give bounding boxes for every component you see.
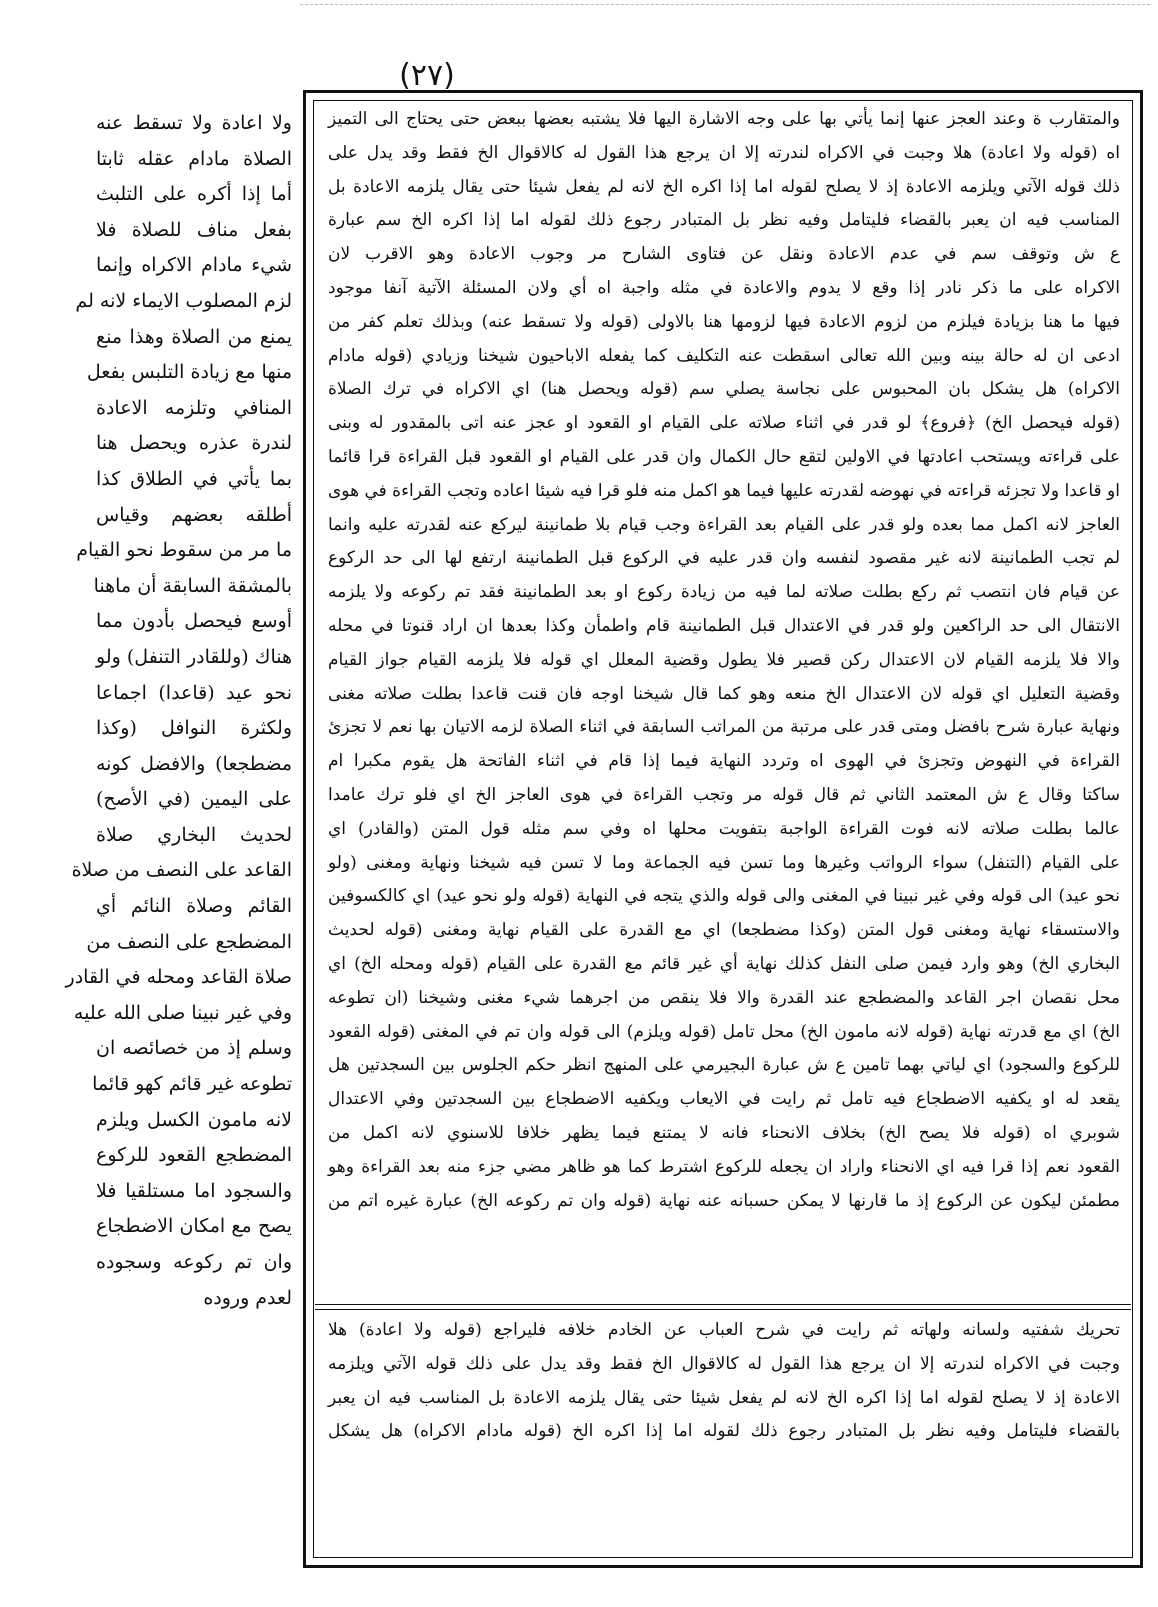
main-text-line: الخ) اي مع قدرته نهاية (قوله لانه مامون الخ) محل تامل (قوله ويلزم) الى قوله وان تم في المغنى (قوله القعود: [328, 1021, 1120, 1042]
side-text-line: لزم المصلوب الايماء لانه لم: [75, 289, 292, 312]
side-text-line: هناك (وللقادر التنفل) ولو: [96, 645, 292, 668]
main-text-line: الانتقال الى حد الراكعين ولو قدر في الاعتدال قبل الطمانينة قام واطمأن وكذا بعدها ان اراد قنوتا في محله: [328, 615, 1120, 636]
main-text-line: لم تجب الطمانينة لانه غير مقصود لنفسه وان قدر عليه في الركوع قبل الطمانينة ارتفع لها الى حد الركوع: [328, 548, 1120, 569]
side-text-line: ولكثرة النوافل (وكذا: [96, 717, 292, 740]
side-text-line: لعدم وروده: [203, 1286, 292, 1309]
top-edge-rule: [300, 4, 1150, 5]
main-text-line: القراءة في النهوض وتجزئ في الهوى اه وتردد النهاية فيما إذا قام في اثناء الفاتحة هل يقوم مكبرا ام: [328, 751, 1120, 772]
main-text-line: البخاري الخ) وهو وارد فيمن صلى النفل كذلك نهاية أي غير قائم مع القدرة على القيام (قوله ومحله الخ) اي: [328, 953, 1120, 974]
side-text-line: تطوعه غير قائم كهو قائما: [92, 1073, 292, 1096]
footnote-line: بالقضاء فليتامل وفيه نظر بل المتبادر رجوع ذلك لقوله اما إذا اكره الخ (قوله مادام الاكراه) هل يشكل: [328, 1421, 1120, 1442]
main-text-line: نحو عيد) الى قوله وفي غير نبينا في المغنى والى قوله والذي يتجه في النهاية (قوله ولو نحو عيد) اي كالكسوفين: [328, 886, 1120, 907]
main-text-line: للركوع والسجود) اي لياتي بهما تامين ع ش عبارة البجيرمي على المنهج انظر حكم الجلوس بين السجدتين هل: [328, 1055, 1120, 1076]
side-text-line: وفي غير نبينا صلى الله عليه: [73, 1001, 292, 1024]
main-text-line: ادعى ان له حالة بينه وبين الله تعالى اسقطت عنه التكليف كما يفعله الاباحيون شيخنا وزيادي (قوله مادام: [328, 345, 1120, 366]
side-text-line: لانه مامون الكسل ويلزم: [96, 1108, 292, 1131]
side-text-line: المنافي وتلزمه الاعادة: [96, 396, 292, 419]
main-text-line: (قوله فيحصل الخ) ﴿فروع﴾ لو قدر في اثناء صلاته على القيام او القعود او عجز عنه اتى بالمقدور له وبنى: [328, 413, 1120, 434]
main-commentary-text: [328, 103, 1120, 1303]
footnote-line: وجبت في الاكراه لندرته إلا ان يرجع هذا القول له كالاقوال الخ فقط وقد يدل على ذلك قوله الآتي ويلزمه: [328, 1353, 1120, 1374]
side-text-line: الصلاة مادام عقله ثابتا: [96, 147, 292, 170]
footnote-line: تحريك شفتيه ولسانه ولهاته ثم رايت في شرح العباب عن الخادم خلافه فليراجع (قوله ولا اعادة) هلا: [328, 1320, 1120, 1340]
main-text-line: اه (قوله ولا اعادة) هلا وجبت في الاكراه لندرته إلا ان يرجع هذا القول له كالاقوال الخ فقط وقد يدل على: [328, 142, 1120, 163]
main-text-line: شوبري اه (قوله فلا يصح الخ) بخلاف الانحناء فانه لا يمتنع فيما يظهر خلافا للاسنوي لانه اكمل من: [328, 1122, 1120, 1143]
main-text-line: والمتقارب ة وعند العجز عنها إنما يأتي بها على وجه الاشارة اليها فلا يشتبه بعضها ببعض حتى يحتاج الى التميز: [328, 109, 1120, 129]
side-text-line: شيء مادام الاكراه وإنما: [96, 254, 292, 277]
main-text-line: ونهاية عبارة شرح بافضل ومتى قدر على مرتبة من المراتب السابقة في اثناء الصلاة لزمه الاتيان بها نعم لا تجزئ: [328, 717, 1120, 738]
side-text-line: نحو عيد (قاعدا) اجماعا: [96, 681, 292, 704]
side-text-line: ما مر من سقوط نحو القيام: [76, 539, 292, 562]
footnote-line: الاعادة إذ لا يصلح لقوله اما إذا اكره الخ لانه لم يفعل شيئا حتى يقال يلزمه الاعادة بل المناسب فيه ان يعبر: [328, 1387, 1120, 1408]
main-text-line: وقضية التعليل اي قوله لان الاعتدال الخ منعه وهو كما قال شيخنا اوجه فان قنت قاعدا بطلت صلاته مغنى: [328, 683, 1120, 704]
side-text-line: القاعد على النصف من صلاة: [71, 859, 292, 882]
main-text-line: على القيام (التنفل) سواء الرواتب وغيرها وما تسن فيه الجماعة وما لا تسن فيه شيخنا ونهاية ومغنى (ولو: [328, 852, 1120, 873]
side-text-line: بما يأتي في الطلاق كذا: [96, 467, 292, 490]
page-number: (٢٧): [399, 58, 455, 93]
main-text-line: عالما بطلت صلاته لانه فوت القراءة الواجبة بتفويت محلها اه وفي سم مثله قول المتن (والقادر) اي: [328, 818, 1120, 839]
side-text-line: لحديث البخاري صلاة: [96, 823, 292, 846]
side-text-line: القائم وصلاة النائم أي: [96, 895, 292, 918]
main-text-line: ساكتا وقال ع ش المعتمد الثاني ثم قال قوله مر وتجب القراءة في هوى العاجز الخ اي فلو ترك عامدا: [328, 784, 1120, 805]
side-text-line: والسجود اما مستلقيا فلا: [96, 1179, 292, 1202]
main-text-line: محل نقصان اجر القاعد والمضطجع عند القدرة والا فلا ينقص من اجرهما شيء مغنى وشيخنا (ان تطوعه: [328, 987, 1120, 1008]
main-text-line: المناسب فيه ان يعبر بالقضاء فليتامل وفيه نظر بل المتبادر رجوع ذلك لقوله اما إذا اكره الخ سم عبارة: [328, 210, 1120, 231]
side-text-line: لندرة عذره ويحصل هنا: [96, 432, 292, 455]
marginal-matn-text: [65, 106, 292, 1446]
side-text-line: وان تم ركوعه وسجوده: [96, 1251, 292, 1273]
side-text-line: وسلم إذ من خصائصه ان: [96, 1037, 292, 1060]
side-text-line: أما إذا أكره على التلبث: [96, 183, 292, 206]
main-text-line: القعود نعم إذا قرا فيه اي الانحناء واراد ان يجعله للركوع اشترط كما هو ظاهر مضي جزء منه بعد القراءة وهو: [328, 1156, 1120, 1177]
side-text-line: بفعل مناف للصلاة فلا: [96, 218, 292, 241]
main-text-line: ع ش وتوقف سم في عدم الاعادة ونقل عن فتاوى الشارح مر وجوب الاعادة وهو الاقرب لان: [328, 244, 1120, 265]
side-text-line: يمنع من الصلاة وهذا منع: [96, 325, 292, 348]
side-text-line: ولا اعادة ولا تسقط عنه: [96, 112, 292, 134]
side-text-line: مضطجعا) والافضل كونه: [96, 752, 292, 775]
main-text-line: او قاعدا ولا تجزئه قراءته في نهوضه لقدرته عليها فيما هو اكمل منه فلو قرا فيه شيئا اعاده وتجب القراءة في هوى: [328, 480, 1120, 501]
main-text-line: والاستسقاء نهاية ومغنى قول المتن (وكذا مضطجعا) اي مع القدرة على القيام نهاية ومغنى (قوله لحديث: [328, 920, 1120, 941]
main-text-line: الاكراه) هل يشكل بان المحبوس على نجاسة يصلي سم (قوله ويحصل هنا) اي الاكراه في ترك الصلاة: [328, 379, 1120, 400]
side-text-line: على اليمين (في الأصح): [96, 788, 292, 811]
main-text-line: والا فلا يلزمه القيام لان الاعتدال ركن قصير فلا يطول وقضية المعلل اي قوله فلا يلزمه القيام جواز القيام: [328, 649, 1120, 670]
main-text-line: الاكراه على ما ذكر نادر إذا وقع لا يدوم والاعادة في مثله واجبة اه أي ولان المسئلة الآتية آنفا موجود: [328, 277, 1120, 298]
side-text-line: المضطجع القعود للركوع: [96, 1144, 292, 1167]
side-text-line: منها مع زيادة التلبس بفعل: [86, 361, 292, 384]
footnote-divider-top: [315, 1304, 1131, 1305]
main-text-line: فيها ما هنا بزيادة فيلزم من لزوم الاعادة فيها لزومها هنا بالاولى (قوله ولا تسقط عنه) وبذلك تعلم كفر من: [328, 311, 1120, 332]
main-text-line: ذلك قوله الآتي ويلزمه الاعادة إذ لا يصلح لقوله اما إذا اكره الخ لانه لم يفعل شيئا حتى يقال يلزمه الاعادة بل: [328, 176, 1120, 197]
footnote-divider-bottom: [315, 1309, 1131, 1310]
main-text-line: مطمئن ليكون عن الركوع إذ ما قارنها لا يمكن حسبانه عنه نهاية (قوله وان تم ركوعه الخ) عبارة غيره اتم من: [328, 1190, 1120, 1211]
main-text-line: عن قيام فان انتصب ثم ركع بطلت صلاته لما فيه من زيادة ركوع او بعد الطمانينة فقد تم ركوعه ولا يلزمه: [328, 582, 1120, 603]
side-text-line: أوسع فيحصل بأدون مما: [96, 610, 292, 633]
side-text-line: المضطجع على النصف من: [86, 930, 292, 953]
side-text-line: يصح مع امكان الاضطجاع: [96, 1215, 292, 1238]
main-text-line: يقعد له او يكفيه الاضطجاع فيه تامل ثم رايت في الايعاب ويكفيه الاضطجاع بين السجدتين وفي الاعتدال: [328, 1089, 1120, 1110]
main-text-line: العاجز لانه اكمل مما بعده ولو قدر على القيام بعد القراءة وجب قيام بلا طمانينة ليركع عنه لقدرته عليه وانما: [328, 514, 1120, 535]
main-text-line: على قراءته ويستحب اعادتها في الاولين لتقع حال الكمال وان قدر على القيام او القعود قبل القراءة قرا قائما: [328, 446, 1120, 467]
side-text-line: صلاة القاعد ومحله في القادر: [65, 966, 292, 989]
side-text-line: بالمشقة السابقة أن ماهنا: [93, 574, 292, 597]
side-text-line: أطلقه بعضهم وقياس: [96, 503, 292, 526]
footnote-text: [328, 1314, 1120, 1554]
